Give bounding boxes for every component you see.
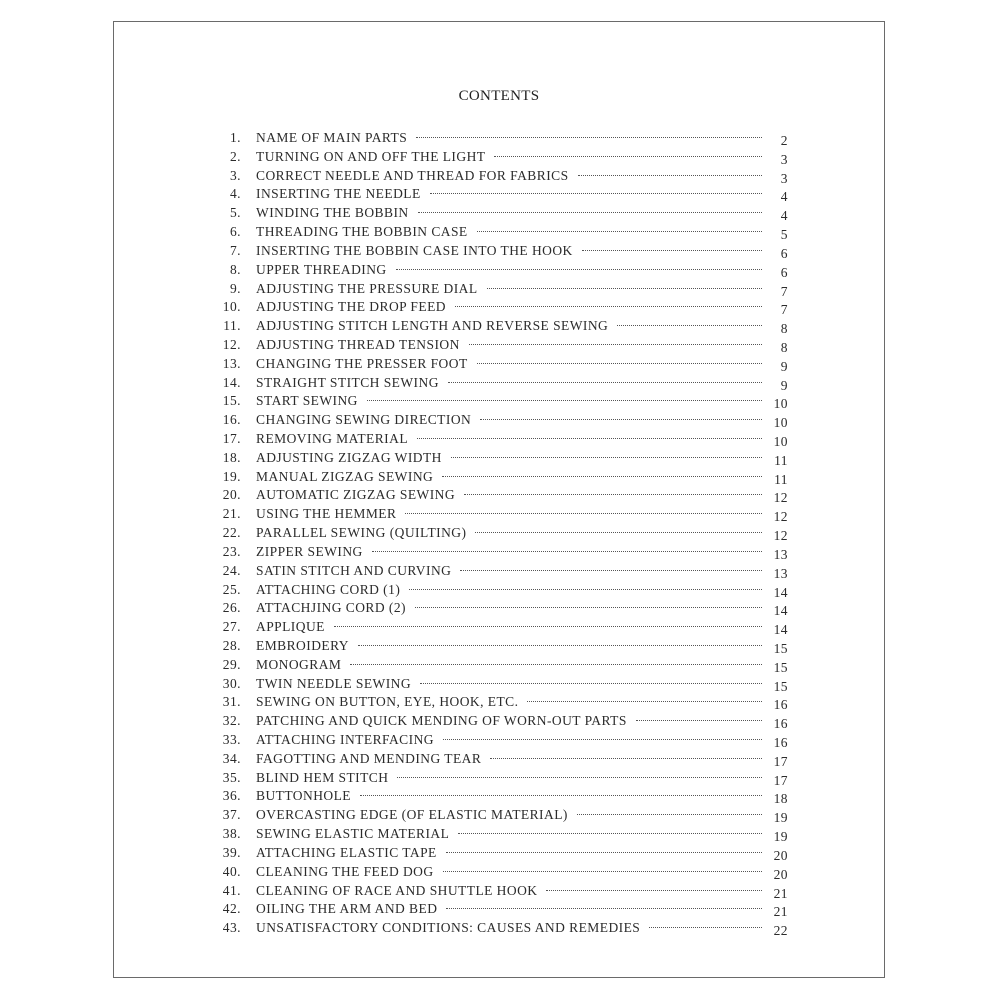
dot-leader	[477, 363, 762, 364]
toc-entry-number: 26.	[222, 600, 241, 616]
toc-entry-number: 3.	[229, 167, 241, 183]
toc-entry-page-number: 11	[774, 452, 788, 468]
toc-entry-number: 11.	[223, 318, 241, 334]
toc-entry-leader-line	[256, 186, 762, 202]
toc-entry-title: ATTACHING CORD (1)	[256, 581, 401, 597]
toc-entry-number: 25.	[222, 581, 241, 597]
dot-leader	[469, 344, 762, 345]
toc-entry-title: ATTACHING ELASTIC TAPE	[256, 844, 437, 860]
toc-entry-page-number: 7	[780, 283, 788, 299]
dot-leader	[546, 890, 762, 891]
page-title: CONTENTS	[458, 88, 540, 104]
toc-entry-number: 28.	[222, 637, 241, 653]
toc-entry-leader-line	[256, 807, 762, 823]
toc-entry	[114, 693, 884, 712]
toc-entry-page-number: 6	[780, 245, 788, 261]
toc-entry	[114, 204, 884, 223]
toc-entry-leader-line	[256, 130, 762, 146]
dot-leader	[527, 701, 762, 702]
dot-leader	[442, 476, 762, 477]
toc-entry-number: 17.	[222, 431, 241, 446]
toc-entry-number: 30.	[222, 675, 241, 691]
toc-entry-number: 21.	[222, 506, 241, 522]
toc-entry	[114, 656, 884, 675]
toc-entry-page-number: 17	[773, 772, 788, 788]
toc-entry-title: PARALLEL SEWING (QUILTING)	[256, 525, 467, 541]
dot-leader	[649, 927, 762, 928]
toc-entry-page-number: 17	[773, 753, 788, 769]
toc-entry-title: UNSATISFACTORY CONDITIONS: CAUSES AND REMEDIES	[256, 920, 641, 936]
toc-entry-leader-line	[256, 713, 762, 729]
dot-leader	[577, 814, 762, 815]
toc-entry	[114, 524, 884, 543]
toc-entry-title: STRAIGHT STITCH SEWING	[256, 374, 439, 390]
toc-entry-title: TURNING ON AND OFF THE LIGHT	[256, 148, 486, 164]
toc-entry-title: CHANGING THE PRESSER FOOT	[256, 355, 468, 371]
toc-entry-leader-line	[256, 149, 762, 165]
toc-entry-leader-line	[256, 318, 762, 334]
toc-entry-leader-line	[256, 506, 762, 522]
toc-entry-number: 16.	[222, 412, 241, 428]
toc-entry	[114, 787, 884, 806]
toc-entry	[114, 562, 884, 581]
toc-entry	[114, 468, 884, 487]
toc-entry-title: PATCHING AND QUICK MENDING OF WORN-OUT PARTS	[256, 713, 627, 729]
toc-entry-number: 31.	[222, 694, 241, 710]
toc-entry-title: OILING THE ARM AND BED	[256, 901, 438, 917]
toc-entry-number: 40.	[222, 863, 241, 879]
toc-entry-number: 37.	[222, 807, 241, 823]
toc-entry-page-number: 22	[773, 923, 788, 939]
toc-entry-page-number: 2	[780, 133, 788, 148]
toc-entry-page-number: 21	[773, 885, 788, 901]
dot-leader	[397, 777, 762, 778]
toc-entry-title: ADJUSTING THREAD TENSION	[256, 336, 460, 352]
toc-entry-page-number: 5	[780, 227, 788, 243]
toc-entry-leader-line	[256, 563, 762, 579]
toc-entry-page-number: 20	[773, 847, 788, 863]
toc-entry-title: EMBROIDERY	[256, 637, 350, 653]
toc-entry-title: ADJUSTING THE DROP FEED	[256, 299, 446, 315]
toc-entry-number: 29.	[222, 656, 241, 672]
toc-entry-page-number: 10	[773, 434, 788, 449]
toc-entry-leader-line	[256, 281, 762, 297]
dot-leader	[405, 513, 762, 514]
manual-page	[113, 21, 885, 978]
dot-leader	[443, 871, 762, 872]
toc-entry-page-number: 12	[773, 528, 788, 544]
toc-entry-leader-line	[256, 393, 762, 409]
toc-entry-number: 19.	[222, 468, 241, 484]
dot-leader	[334, 626, 762, 627]
toc-entry	[114, 317, 884, 336]
toc-entry	[114, 750, 884, 769]
toc-entry-page-number: 14	[773, 603, 788, 619]
toc-entry-title: SEWING ON BUTTON, EYE, HOOK, ETC.	[256, 694, 519, 710]
toc-entry-title: CLEANING THE FEED DOG	[256, 863, 434, 879]
toc-entry-page-number: 18	[773, 791, 788, 807]
toc-entry-page-number: 6	[780, 264, 788, 280]
toc-entry-number: 23.	[222, 543, 241, 559]
toc-entry-page-number: 11	[774, 471, 788, 487]
toc-entry	[114, 242, 884, 261]
toc-entry-page-number: 10	[773, 415, 788, 431]
toc-entry-page-number: 10	[773, 396, 788, 412]
toc-entry-leader-line	[256, 337, 762, 353]
toc-entry-title: INSERTING THE NEEDLE	[256, 186, 421, 202]
toc-entry-number: 39.	[222, 844, 241, 860]
toc-entry	[114, 430, 884, 449]
toc-entry-leader-line	[256, 676, 762, 692]
toc-entry-leader-line	[256, 770, 762, 786]
toc-entry	[114, 581, 884, 600]
dot-leader	[617, 325, 762, 326]
toc-entry-title: START SEWING	[256, 393, 358, 409]
toc-entry	[114, 223, 884, 242]
toc-entry-title: CORRECT NEEDLE AND THREAD FOR FABRICS	[256, 167, 569, 183]
toc-entry-page-number: 16	[773, 697, 788, 713]
dot-leader	[446, 852, 762, 853]
toc-entry	[114, 374, 884, 393]
toc-entry-number: 36.	[222, 788, 241, 804]
toc-entry-page-number: 15	[773, 659, 788, 675]
dot-leader	[490, 758, 762, 759]
toc-entry-leader-line	[256, 864, 762, 880]
toc-entry-title: BLIND HEM STITCH	[256, 769, 389, 785]
dot-leader	[446, 908, 762, 909]
toc-entry-leader-line	[256, 845, 762, 861]
toc-entry-leader-line	[256, 901, 762, 917]
toc-entry-number: 35.	[222, 769, 241, 785]
toc-entry-leader-line	[256, 694, 762, 710]
toc-entry	[114, 336, 884, 355]
toc-entry-leader-line	[256, 262, 762, 278]
dot-leader	[350, 664, 762, 665]
dot-leader	[636, 720, 762, 721]
dot-leader	[367, 400, 762, 401]
toc-entry-number: 18.	[222, 449, 241, 465]
dot-leader	[578, 175, 762, 176]
toc-entry	[114, 280, 884, 299]
toc-entry-leader-line	[256, 525, 762, 541]
toc-entry-title: ADJUSTING STITCH LENGTH AND REVERSE SEWING	[256, 318, 609, 334]
toc-entry-page-number: 12	[773, 509, 788, 525]
toc-entry-title: FAGOTTING AND MENDING TEAR	[256, 750, 482, 766]
dot-leader	[417, 438, 762, 439]
toc-entry-page-number: 13	[773, 546, 788, 562]
toc-entry-number: 5.	[229, 205, 241, 221]
toc-entry-page-number: 15	[773, 678, 788, 694]
toc-entry-title: TWIN NEEDLE SEWING	[256, 675, 412, 691]
toc-entry-number: 34.	[222, 750, 241, 766]
toc-entry-number: 2.	[229, 148, 241, 164]
toc-entry-title: INSERTING THE BOBBIN CASE INTO THE HOOK	[256, 242, 573, 258]
dot-leader	[487, 288, 762, 289]
toc-entry-leader-line	[256, 582, 762, 598]
toc-entry-leader-line	[256, 657, 762, 673]
toc-entry-title: THREADING THE BOBBIN CASE	[256, 224, 468, 240]
toc-entry-leader-line	[256, 751, 762, 767]
toc-entry-number: 32.	[222, 713, 241, 729]
toc-entry-page-number: 3	[780, 170, 788, 186]
toc-entry	[114, 618, 884, 637]
dot-leader	[443, 739, 762, 740]
toc-entry	[114, 599, 884, 618]
toc-entry	[114, 411, 884, 430]
toc-entry-number: 27.	[222, 619, 241, 635]
toc-entry-page-number: 16	[773, 735, 788, 750]
dot-leader	[494, 156, 762, 157]
toc-entry	[114, 185, 884, 204]
dot-leader	[455, 306, 762, 307]
toc-entry-number: 6.	[229, 224, 241, 240]
toc-entry-page-number: 14	[773, 622, 788, 638]
toc-entry-leader-line	[256, 619, 762, 635]
toc-entry-leader-line	[256, 205, 762, 221]
dot-leader	[358, 645, 762, 646]
dot-leader	[477, 231, 762, 232]
toc-entry-leader-line	[256, 826, 762, 842]
dot-leader	[372, 551, 762, 552]
dot-leader	[582, 250, 762, 251]
toc-entry-number: 15.	[222, 393, 241, 409]
toc-entry-leader-line	[256, 243, 762, 259]
toc-entry	[114, 543, 884, 562]
toc-entry-number: 12.	[222, 336, 241, 352]
toc-entry	[114, 882, 884, 901]
toc-entry-page-number: 4	[780, 189, 788, 205]
toc-entry-number: 8.	[229, 261, 241, 277]
toc-entry-leader-line	[256, 788, 762, 804]
dot-leader	[451, 457, 762, 458]
toc-entry-number: 24.	[222, 562, 241, 578]
toc-entry-leader-line	[256, 168, 762, 184]
dot-leader	[409, 589, 762, 590]
toc-entry-title: SATIN STITCH AND CURVING	[256, 562, 452, 578]
toc-entry-number: 14.	[222, 374, 241, 390]
toc-entry	[114, 261, 884, 280]
toc-entry-leader-line	[256, 487, 762, 503]
toc-entry	[114, 844, 884, 863]
toc-entry-title: AUTOMATIC ZIGZAG SEWING	[256, 487, 456, 503]
toc-entry	[114, 486, 884, 505]
toc-entry	[114, 675, 884, 694]
toc-entry	[114, 505, 884, 524]
toc-entry	[114, 731, 884, 750]
toc-entry-title: BUTTONHOLE	[256, 788, 351, 804]
toc-entry	[114, 298, 884, 317]
toc-entry-page-number: 19	[773, 829, 788, 845]
table-of-contents	[114, 129, 884, 938]
toc-entry-page-number: 19	[773, 810, 788, 826]
toc-entry-leader-line	[256, 450, 762, 466]
toc-entry	[114, 712, 884, 731]
toc-entry	[114, 919, 884, 938]
toc-entry	[114, 825, 884, 844]
dot-leader	[464, 494, 762, 495]
toc-entry	[114, 392, 884, 411]
toc-entry-leader-line	[256, 375, 762, 391]
toc-entry-number: 20.	[222, 487, 241, 503]
toc-entry-number: 9.	[229, 280, 241, 296]
toc-entry-number: 43.	[222, 920, 241, 936]
toc-entry-number: 7.	[229, 242, 241, 258]
toc-entry-page-number: 14	[773, 584, 788, 600]
toc-entry-title: UPPER THREADING	[256, 261, 387, 277]
toc-entry-leader-line	[256, 469, 762, 485]
toc-entry-title: ADJUSTING ZIGZAG WIDTH	[256, 449, 442, 465]
toc-entry-leader-line	[256, 431, 762, 447]
toc-entry	[114, 806, 884, 825]
toc-entry-title: CLEANING OF RACE AND SHUTTLE HOOK	[256, 882, 538, 898]
dot-leader	[396, 269, 762, 270]
toc-entry-title: ADJUSTING THE PRESSURE DIAL	[256, 280, 478, 296]
toc-entry-number: 13.	[222, 355, 241, 371]
toc-entry-title: OVERCASTING EDGE (OF ELASTIC MATERIAL)	[256, 807, 568, 823]
toc-entry-leader-line	[256, 732, 762, 748]
toc-entry-page-number: 16	[773, 716, 788, 732]
dot-leader	[416, 137, 762, 138]
toc-entry-number: 33.	[222, 732, 241, 747]
toc-entry-leader-line	[256, 544, 762, 560]
toc-entry	[114, 129, 884, 148]
toc-entry-title: APPLIQUE	[256, 619, 325, 635]
toc-entry-title: REMOVING MATERIAL	[256, 431, 409, 446]
toc-entry	[114, 449, 884, 468]
toc-entry-page-number: 9	[780, 377, 788, 393]
toc-entry-title: SEWING ELASTIC MATERIAL	[256, 826, 450, 842]
toc-entry-number: 41.	[222, 882, 241, 898]
toc-entry-title: MANUAL ZIGZAG SEWING	[256, 468, 434, 484]
toc-entry-page-number: 12	[773, 490, 788, 506]
dot-leader	[415, 607, 762, 608]
dot-leader	[475, 532, 762, 533]
toc-entry-title: WINDING THE BOBBIN	[256, 205, 409, 221]
toc-entry-number: 38.	[222, 826, 241, 842]
toc-entry-page-number: 4	[780, 208, 788, 224]
toc-entry-leader-line	[256, 299, 762, 315]
toc-entry-number: 10.	[222, 299, 241, 315]
toc-entry-title: ZIPPER SEWING	[256, 543, 363, 559]
dot-leader	[480, 419, 762, 420]
dot-leader	[460, 570, 762, 571]
dot-leader	[418, 212, 762, 213]
toc-entry-page-number: 21	[773, 904, 788, 920]
dot-leader	[430, 193, 762, 194]
dot-leader	[458, 833, 762, 834]
toc-entry-number: 1.	[229, 130, 241, 145]
toc-entry	[114, 167, 884, 186]
toc-entry	[114, 769, 884, 788]
dot-leader	[360, 795, 762, 796]
toc-entry	[114, 900, 884, 919]
dot-leader	[448, 382, 762, 383]
toc-entry-title: CHANGING SEWING DIRECTION	[256, 412, 472, 428]
toc-entry-leader-line	[256, 412, 762, 428]
toc-entry-leader-line	[256, 638, 762, 654]
toc-entry	[114, 355, 884, 374]
toc-entry-leader-line	[256, 920, 762, 936]
toc-entry	[114, 637, 884, 656]
toc-entry	[114, 148, 884, 167]
toc-entry-number: 22.	[222, 525, 241, 541]
toc-entry-leader-line	[256, 883, 762, 899]
toc-entry-title: NAME OF MAIN PARTS	[256, 130, 408, 145]
toc-entry-leader-line	[256, 600, 762, 616]
toc-entry-number: 4.	[229, 186, 241, 202]
toc-entry-title: ATTACHJING CORD (2)	[256, 600, 406, 616]
toc-entry-leader-line	[256, 224, 762, 240]
toc-entry-page-number: 7	[780, 302, 788, 318]
toc-entry-page-number: 13	[773, 565, 788, 581]
toc-entry-title: MONOGRAM	[256, 656, 342, 672]
toc-entry-number: 42.	[222, 901, 241, 917]
toc-entry-page-number: 9	[780, 358, 788, 374]
toc-entry-title: ATTACHING INTERFACING	[256, 732, 434, 747]
toc-entry-page-number: 15	[773, 640, 788, 656]
toc-entry-leader-line	[256, 356, 762, 372]
toc-entry-page-number: 8	[780, 321, 788, 337]
toc-entry-page-number: 8	[780, 339, 788, 355]
toc-entry-title: USING THE HEMMER	[256, 506, 397, 522]
dot-leader	[420, 683, 762, 684]
toc-entry-page-number: 20	[773, 866, 788, 882]
toc-entry-page-number: 3	[780, 151, 788, 167]
toc-entry	[114, 863, 884, 882]
